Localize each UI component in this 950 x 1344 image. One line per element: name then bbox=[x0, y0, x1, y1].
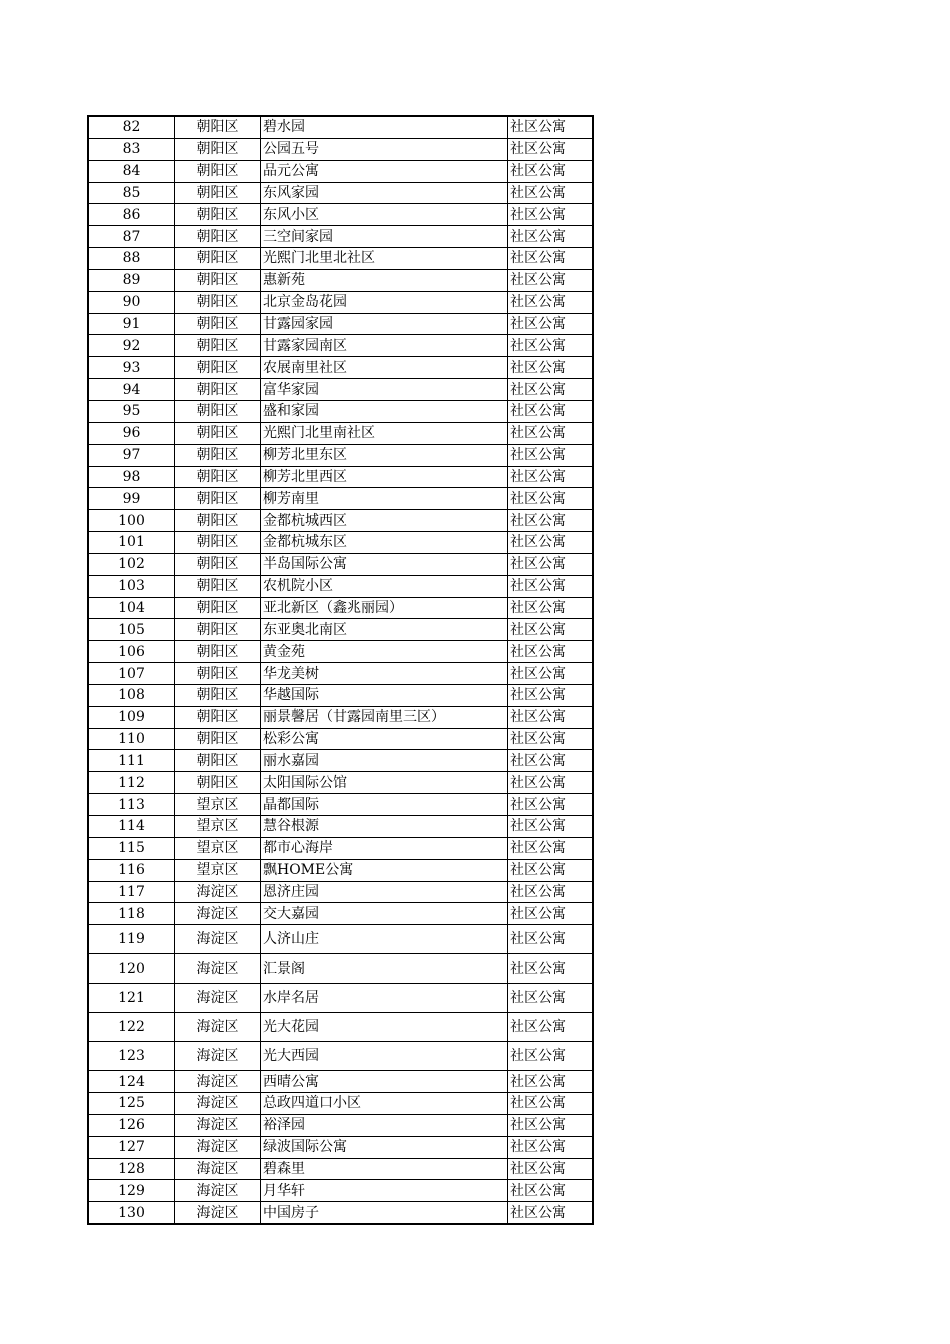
district-cell: 海淀区 bbox=[175, 1158, 261, 1180]
community-name-cell: 交大嘉园 bbox=[261, 903, 508, 925]
table-row bbox=[88, 269, 593, 291]
district-cell: 海淀区 bbox=[175, 1180, 261, 1202]
table-row bbox=[88, 313, 593, 335]
housing-type-cell: 社区公寓 bbox=[508, 510, 594, 532]
district-cell: 朝阳区 bbox=[175, 204, 261, 226]
community-name-cell: 裕泽园 bbox=[261, 1114, 508, 1136]
row-number-cell: 92 bbox=[88, 335, 175, 357]
community-name-cell: 北京金岛花园 bbox=[261, 291, 508, 313]
table-row bbox=[88, 248, 593, 270]
row-number-cell: 93 bbox=[88, 357, 175, 379]
row-number-cell: 99 bbox=[88, 488, 175, 510]
table-row bbox=[88, 1158, 593, 1180]
housing-type-cell: 社区公寓 bbox=[508, 553, 594, 575]
table-row bbox=[88, 138, 593, 160]
district-cell: 朝阳区 bbox=[175, 269, 261, 291]
table-row bbox=[88, 1114, 593, 1136]
community-name-cell: 柳芳南里 bbox=[261, 488, 508, 510]
district-cell: 朝阳区 bbox=[175, 138, 261, 160]
community-name-cell: 亚北新区（鑫兆丽园） bbox=[261, 597, 508, 619]
row-number-cell: 97 bbox=[88, 444, 175, 466]
housing-type-cell: 社区公寓 bbox=[508, 772, 594, 794]
housing-type-cell: 社区公寓 bbox=[508, 1180, 594, 1202]
row-number-cell: 126 bbox=[88, 1114, 175, 1136]
row-number-cell: 102 bbox=[88, 553, 175, 575]
district-cell: 朝阳区 bbox=[175, 510, 261, 532]
housing-type-cell: 社区公寓 bbox=[508, 575, 594, 597]
housing-type-cell: 社区公寓 bbox=[508, 182, 594, 204]
district-cell: 朝阳区 bbox=[175, 116, 261, 138]
housing-type-cell: 社区公寓 bbox=[508, 859, 594, 881]
housing-type-cell: 社区公寓 bbox=[508, 357, 594, 379]
row-number-cell: 96 bbox=[88, 422, 175, 444]
row-number-cell: 117 bbox=[88, 881, 175, 903]
table-row bbox=[88, 160, 593, 182]
district-cell: 朝阳区 bbox=[175, 444, 261, 466]
housing-type-cell: 社区公寓 bbox=[508, 684, 594, 706]
district-cell: 朝阳区 bbox=[175, 619, 261, 641]
table-row bbox=[88, 772, 593, 794]
table-row bbox=[88, 1093, 593, 1115]
district-cell: 海淀区 bbox=[175, 1041, 261, 1070]
row-number-cell: 106 bbox=[88, 641, 175, 663]
table-row bbox=[88, 182, 593, 204]
housing-type-cell: 社区公寓 bbox=[508, 422, 594, 444]
row-number-cell: 115 bbox=[88, 837, 175, 859]
table-row bbox=[88, 706, 593, 728]
community-name-cell: 西晴公寓 bbox=[261, 1071, 508, 1093]
row-number-cell: 121 bbox=[88, 983, 175, 1012]
table-row bbox=[88, 925, 593, 954]
district-cell: 朝阳区 bbox=[175, 379, 261, 401]
housing-type-cell: 社区公寓 bbox=[508, 400, 594, 422]
district-cell: 望京区 bbox=[175, 837, 261, 859]
table-row bbox=[88, 335, 593, 357]
table-row bbox=[88, 816, 593, 838]
row-number-cell: 84 bbox=[88, 160, 175, 182]
row-number-cell: 124 bbox=[88, 1071, 175, 1093]
district-cell: 海淀区 bbox=[175, 881, 261, 903]
housing-type-cell: 社区公寓 bbox=[508, 954, 594, 983]
district-cell: 朝阳区 bbox=[175, 182, 261, 204]
housing-type-cell: 社区公寓 bbox=[508, 444, 594, 466]
district-cell: 海淀区 bbox=[175, 1114, 261, 1136]
community-name-cell: 三空间家园 bbox=[261, 226, 508, 248]
housing-type-cell: 社区公寓 bbox=[508, 663, 594, 685]
community-name-cell: 绿波国际公寓 bbox=[261, 1136, 508, 1158]
table-row bbox=[88, 663, 593, 685]
housing-type-cell: 社区公寓 bbox=[508, 619, 594, 641]
row-number-cell: 94 bbox=[88, 379, 175, 401]
table-row bbox=[88, 837, 593, 859]
table-row bbox=[88, 750, 593, 772]
table-row bbox=[88, 357, 593, 379]
district-cell: 朝阳区 bbox=[175, 335, 261, 357]
row-number-cell: 89 bbox=[88, 269, 175, 291]
table-row bbox=[88, 553, 593, 575]
row-number-cell: 86 bbox=[88, 204, 175, 226]
community-name-cell: 公园五号 bbox=[261, 138, 508, 160]
row-number-cell: 109 bbox=[88, 706, 175, 728]
table-row bbox=[88, 226, 593, 248]
row-number-cell: 104 bbox=[88, 597, 175, 619]
district-cell: 朝阳区 bbox=[175, 400, 261, 422]
table-row bbox=[88, 400, 593, 422]
table-row bbox=[88, 1071, 593, 1093]
housing-type-cell: 社区公寓 bbox=[508, 116, 594, 138]
housing-type-cell: 社区公寓 bbox=[508, 532, 594, 554]
district-cell: 朝阳区 bbox=[175, 663, 261, 685]
community-name-cell: 水岸名居 bbox=[261, 983, 508, 1012]
row-number-cell: 113 bbox=[88, 794, 175, 816]
housing-type-cell: 社区公寓 bbox=[508, 1071, 594, 1093]
row-number-cell: 114 bbox=[88, 816, 175, 838]
community-name-cell: 黄金苑 bbox=[261, 641, 508, 663]
row-number-cell: 83 bbox=[88, 138, 175, 160]
table-row bbox=[88, 1136, 593, 1158]
district-cell: 望京区 bbox=[175, 794, 261, 816]
row-number-cell: 90 bbox=[88, 291, 175, 313]
table-row bbox=[88, 1012, 593, 1041]
table-row bbox=[88, 575, 593, 597]
district-cell: 朝阳区 bbox=[175, 488, 261, 510]
housing-type-cell: 社区公寓 bbox=[508, 750, 594, 772]
row-number-cell: 100 bbox=[88, 510, 175, 532]
housing-type-cell: 社区公寓 bbox=[508, 1158, 594, 1180]
housing-type-cell: 社区公寓 bbox=[508, 488, 594, 510]
district-cell: 朝阳区 bbox=[175, 357, 261, 379]
row-number-cell: 118 bbox=[88, 903, 175, 925]
district-cell: 朝阳区 bbox=[175, 684, 261, 706]
table-row bbox=[88, 1041, 593, 1070]
district-cell: 海淀区 bbox=[175, 954, 261, 983]
row-number-cell: 120 bbox=[88, 954, 175, 983]
community-name-cell: 东风小区 bbox=[261, 204, 508, 226]
district-cell: 朝阳区 bbox=[175, 532, 261, 554]
district-cell: 海淀区 bbox=[175, 925, 261, 954]
housing-type-cell: 社区公寓 bbox=[508, 1041, 594, 1070]
community-name-cell: 丽景馨居（甘露园南里三区） bbox=[261, 706, 508, 728]
district-cell: 朝阳区 bbox=[175, 291, 261, 313]
row-number-cell: 116 bbox=[88, 859, 175, 881]
housing-type-cell: 社区公寓 bbox=[508, 1114, 594, 1136]
row-number-cell: 123 bbox=[88, 1041, 175, 1070]
community-name-cell: 月华轩 bbox=[261, 1180, 508, 1202]
community-name-cell: 光大花园 bbox=[261, 1012, 508, 1041]
district-cell: 海淀区 bbox=[175, 1136, 261, 1158]
table-row bbox=[88, 1202, 593, 1224]
row-number-cell: 112 bbox=[88, 772, 175, 794]
housing-type-cell: 社区公寓 bbox=[508, 269, 594, 291]
district-cell: 朝阳区 bbox=[175, 313, 261, 335]
community-name-cell: 华龙美树 bbox=[261, 663, 508, 685]
row-number-cell: 103 bbox=[88, 575, 175, 597]
table-row bbox=[88, 619, 593, 641]
housing-type-cell: 社区公寓 bbox=[508, 816, 594, 838]
housing-type-cell: 社区公寓 bbox=[508, 313, 594, 335]
community-name-cell: 柳芳北里东区 bbox=[261, 444, 508, 466]
housing-type-cell: 社区公寓 bbox=[508, 248, 594, 270]
community-name-cell: 金都杭城东区 bbox=[261, 532, 508, 554]
community-name-cell: 华越国际 bbox=[261, 684, 508, 706]
row-number-cell: 95 bbox=[88, 400, 175, 422]
community-name-cell: 甘露家园南区 bbox=[261, 335, 508, 357]
table-row bbox=[88, 422, 593, 444]
table-row bbox=[88, 684, 593, 706]
row-number-cell: 82 bbox=[88, 116, 175, 138]
table-body bbox=[88, 116, 593, 1224]
district-cell: 朝阳区 bbox=[175, 422, 261, 444]
community-name-cell: 太阳国际公馆 bbox=[261, 772, 508, 794]
community-name-cell: 都市心海岸 bbox=[261, 837, 508, 859]
community-name-cell: 总政四道口小区 bbox=[261, 1093, 508, 1115]
community-name-cell: 光熙门北里北社区 bbox=[261, 248, 508, 270]
community-name-cell: 碧森里 bbox=[261, 1158, 508, 1180]
community-name-cell: 农展南里社区 bbox=[261, 357, 508, 379]
community-name-cell: 碧水园 bbox=[261, 116, 508, 138]
district-cell: 海淀区 bbox=[175, 1093, 261, 1115]
community-name-cell: 品元公寓 bbox=[261, 160, 508, 182]
housing-type-cell: 社区公寓 bbox=[508, 837, 594, 859]
table-row bbox=[88, 466, 593, 488]
row-number-cell: 119 bbox=[88, 925, 175, 954]
community-name-cell: 半岛国际公寓 bbox=[261, 553, 508, 575]
housing-type-cell: 社区公寓 bbox=[508, 138, 594, 160]
row-number-cell: 107 bbox=[88, 663, 175, 685]
district-cell: 望京区 bbox=[175, 816, 261, 838]
housing-type-cell: 社区公寓 bbox=[508, 160, 594, 182]
community-name-cell: 汇景阁 bbox=[261, 954, 508, 983]
housing-type-cell: 社区公寓 bbox=[508, 794, 594, 816]
row-number-cell: 108 bbox=[88, 684, 175, 706]
housing-type-cell: 社区公寓 bbox=[508, 597, 594, 619]
row-number-cell: 111 bbox=[88, 750, 175, 772]
row-number-cell: 101 bbox=[88, 532, 175, 554]
row-number-cell: 87 bbox=[88, 226, 175, 248]
district-cell: 海淀区 bbox=[175, 983, 261, 1012]
housing-type-cell: 社区公寓 bbox=[508, 706, 594, 728]
community-name-cell: 富华家园 bbox=[261, 379, 508, 401]
table-row bbox=[88, 116, 593, 138]
housing-type-cell: 社区公寓 bbox=[508, 925, 594, 954]
table-row bbox=[88, 641, 593, 663]
housing-type-cell: 社区公寓 bbox=[508, 204, 594, 226]
district-cell: 朝阳区 bbox=[175, 641, 261, 663]
community-name-cell: 光大西园 bbox=[261, 1041, 508, 1070]
table-row bbox=[88, 444, 593, 466]
row-number-cell: 122 bbox=[88, 1012, 175, 1041]
district-cell: 望京区 bbox=[175, 859, 261, 881]
apartment-list-table bbox=[87, 115, 594, 1225]
housing-type-cell: 社区公寓 bbox=[508, 728, 594, 750]
district-cell: 朝阳区 bbox=[175, 226, 261, 248]
housing-type-cell: 社区公寓 bbox=[508, 641, 594, 663]
housing-type-cell: 社区公寓 bbox=[508, 881, 594, 903]
district-cell: 海淀区 bbox=[175, 1202, 261, 1224]
community-name-cell: 柳芳北里西区 bbox=[261, 466, 508, 488]
district-cell: 朝阳区 bbox=[175, 466, 261, 488]
row-number-cell: 98 bbox=[88, 466, 175, 488]
district-cell: 朝阳区 bbox=[175, 553, 261, 575]
row-number-cell: 91 bbox=[88, 313, 175, 335]
row-number-cell: 85 bbox=[88, 182, 175, 204]
table-row bbox=[88, 1180, 593, 1202]
district-cell: 朝阳区 bbox=[175, 575, 261, 597]
row-number-cell: 129 bbox=[88, 1180, 175, 1202]
row-number-cell: 88 bbox=[88, 248, 175, 270]
housing-type-cell: 社区公寓 bbox=[508, 1093, 594, 1115]
district-cell: 朝阳区 bbox=[175, 248, 261, 270]
community-name-cell: 慧谷根源 bbox=[261, 816, 508, 838]
row-number-cell: 110 bbox=[88, 728, 175, 750]
district-cell: 海淀区 bbox=[175, 1012, 261, 1041]
row-number-cell: 127 bbox=[88, 1136, 175, 1158]
district-cell: 朝阳区 bbox=[175, 750, 261, 772]
community-name-cell: 东风家园 bbox=[261, 182, 508, 204]
community-name-cell: 盛和家园 bbox=[261, 400, 508, 422]
district-cell: 海淀区 bbox=[175, 903, 261, 925]
table-row bbox=[88, 204, 593, 226]
community-name-cell: 农机院小区 bbox=[261, 575, 508, 597]
community-name-cell: 金都杭城西区 bbox=[261, 510, 508, 532]
table-row bbox=[88, 983, 593, 1012]
housing-type-cell: 社区公寓 bbox=[508, 903, 594, 925]
district-cell: 朝阳区 bbox=[175, 706, 261, 728]
table-row bbox=[88, 488, 593, 510]
housing-type-cell: 社区公寓 bbox=[508, 291, 594, 313]
table-row bbox=[88, 859, 593, 881]
district-cell: 海淀区 bbox=[175, 1071, 261, 1093]
community-name-cell: 惠新苑 bbox=[261, 269, 508, 291]
housing-type-cell: 社区公寓 bbox=[508, 1012, 594, 1041]
row-number-cell: 128 bbox=[88, 1158, 175, 1180]
row-number-cell: 105 bbox=[88, 619, 175, 641]
table-row bbox=[88, 291, 593, 313]
district-cell: 朝阳区 bbox=[175, 772, 261, 794]
community-name-cell: 东亚奥北南区 bbox=[261, 619, 508, 641]
district-cell: 朝阳区 bbox=[175, 728, 261, 750]
row-number-cell: 125 bbox=[88, 1093, 175, 1115]
community-name-cell: 恩济庄园 bbox=[261, 881, 508, 903]
district-cell: 朝阳区 bbox=[175, 160, 261, 182]
housing-type-cell: 社区公寓 bbox=[508, 983, 594, 1012]
district-cell: 朝阳区 bbox=[175, 597, 261, 619]
community-name-cell: 中国房子 bbox=[261, 1202, 508, 1224]
housing-type-cell: 社区公寓 bbox=[508, 379, 594, 401]
table-row bbox=[88, 597, 593, 619]
community-name-cell: 晶都国际 bbox=[261, 794, 508, 816]
housing-type-cell: 社区公寓 bbox=[508, 466, 594, 488]
table-row bbox=[88, 903, 593, 925]
community-name-cell: 飘HOME公寓 bbox=[261, 859, 508, 881]
community-name-cell: 人济山庄 bbox=[261, 925, 508, 954]
table-row bbox=[88, 794, 593, 816]
community-name-cell: 松彩公寓 bbox=[261, 728, 508, 750]
housing-type-cell: 社区公寓 bbox=[508, 335, 594, 357]
table-row bbox=[88, 728, 593, 750]
housing-type-cell: 社区公寓 bbox=[508, 1202, 594, 1224]
table-row bbox=[88, 510, 593, 532]
table-row bbox=[88, 379, 593, 401]
community-name-cell: 丽水嘉园 bbox=[261, 750, 508, 772]
community-name-cell: 光熙门北里南社区 bbox=[261, 422, 508, 444]
table-row bbox=[88, 954, 593, 983]
table-row bbox=[88, 532, 593, 554]
housing-type-cell: 社区公寓 bbox=[508, 226, 594, 248]
housing-type-cell: 社区公寓 bbox=[508, 1136, 594, 1158]
row-number-cell: 130 bbox=[88, 1202, 175, 1224]
community-name-cell: 甘露园家园 bbox=[261, 313, 508, 335]
table-row bbox=[88, 881, 593, 903]
